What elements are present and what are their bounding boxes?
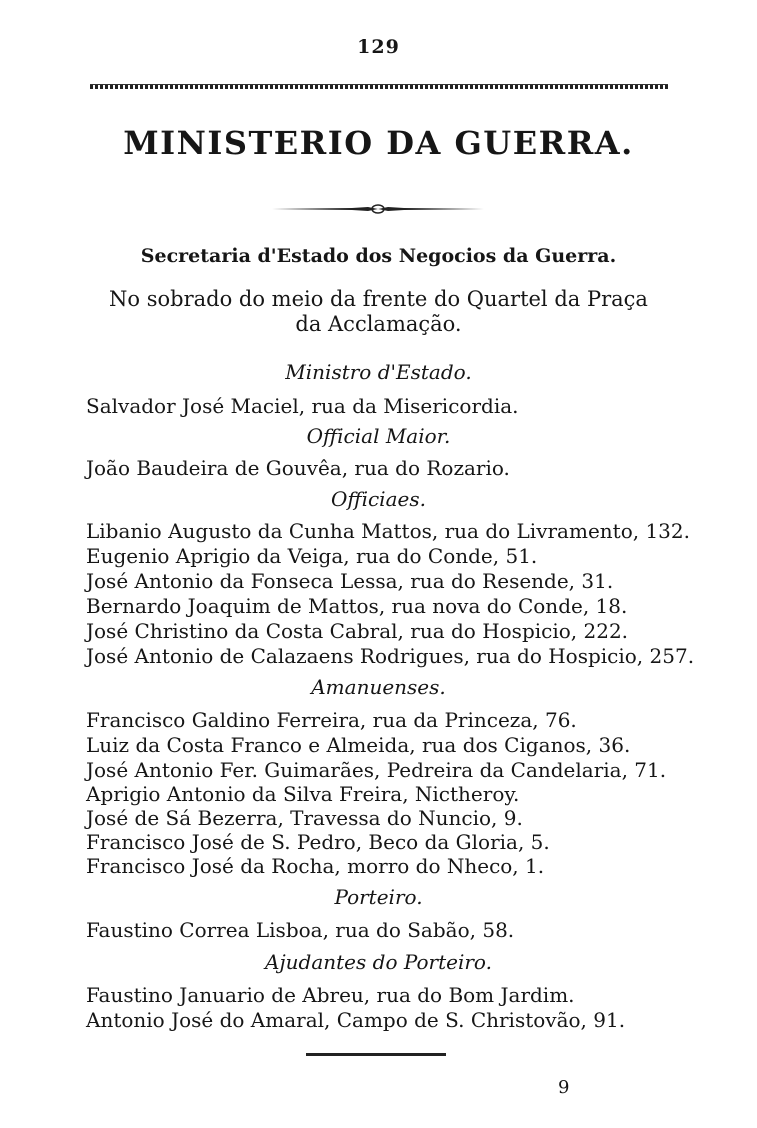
top-rule [90,84,668,89]
role-heading: Ministro d'Estado. [285,360,472,384]
section-heading: Secretaria d'Estado dos Negocios da Guerra. [140,245,617,267]
entry: Faustino Januario de Abreu, rua do Bom Jardim. [86,983,575,1007]
ornament-divider [272,202,484,216]
entry: Luiz da Costa Franco e Almeida, rua dos Ciganos, 36. [86,733,631,757]
entry: Faustino Correa Lisboa, rua do Sabão, 58. [86,918,515,942]
entry: Aprigio Antonio da Silva Freira, Nictheroy. [86,782,520,806]
entry: José Antonio Fer. Guimarães, Pedreira da Candelaria, 71. [86,758,667,782]
address-line: da Acclamação. [295,312,462,336]
entry: Salvador José Maciel, rua da Misericordia. [86,394,519,418]
entry: Bernardo Joaquim de Mattos, rua nova do Conde, 18. [86,594,628,618]
entry: Eugenio Aprigio da Veiga, rua do Conde, 51. [86,544,538,568]
entry: Antonio José do Amaral, Campo de S. Christovão, 91. [86,1008,626,1032]
signature-mark: 9 [558,1077,570,1098]
role-heading: Officiaes. [331,487,426,511]
bottom-rule [306,1053,446,1056]
entry: Libanio Augusto da Cunha Mattos, rua do Livramento, 132. [86,519,690,543]
entry: João Baudeira de Gouvêa, rua do Rozario. [86,456,510,480]
page-number: 129 [357,36,400,58]
entry: José Christino da Costa Cabral, rua do Hospicio, 222. [86,619,629,643]
role-heading: Porteiro. [334,885,423,909]
address-line: No sobrado do meio da frente do Quartel da Praça [109,287,648,311]
role-heading: Amanuenses. [311,675,446,699]
entry: Francisco José de S. Pedro, Beco da Gloria, 5. [86,830,550,854]
entry: Francisco Galdino Ferreira, rua da Princeza, 76. [86,708,577,732]
role-heading: Official Maior. [306,424,451,448]
entry: José de Sá Bezerra, Travessa do Nuncio, 9. [86,806,523,830]
entry: José Antonio de Calazaens Rodrigues, rua do Hospicio, 257. [86,644,695,668]
role-heading: Ajudantes do Porteiro. [265,950,492,974]
page-title: MINISTERIO DA GUERRA. [123,124,634,162]
entry: José Antonio da Fonseca Lessa, rua do Resende, 31. [86,569,614,593]
entry: Francisco José da Rocha, morro do Nheco, 1. [86,854,545,878]
